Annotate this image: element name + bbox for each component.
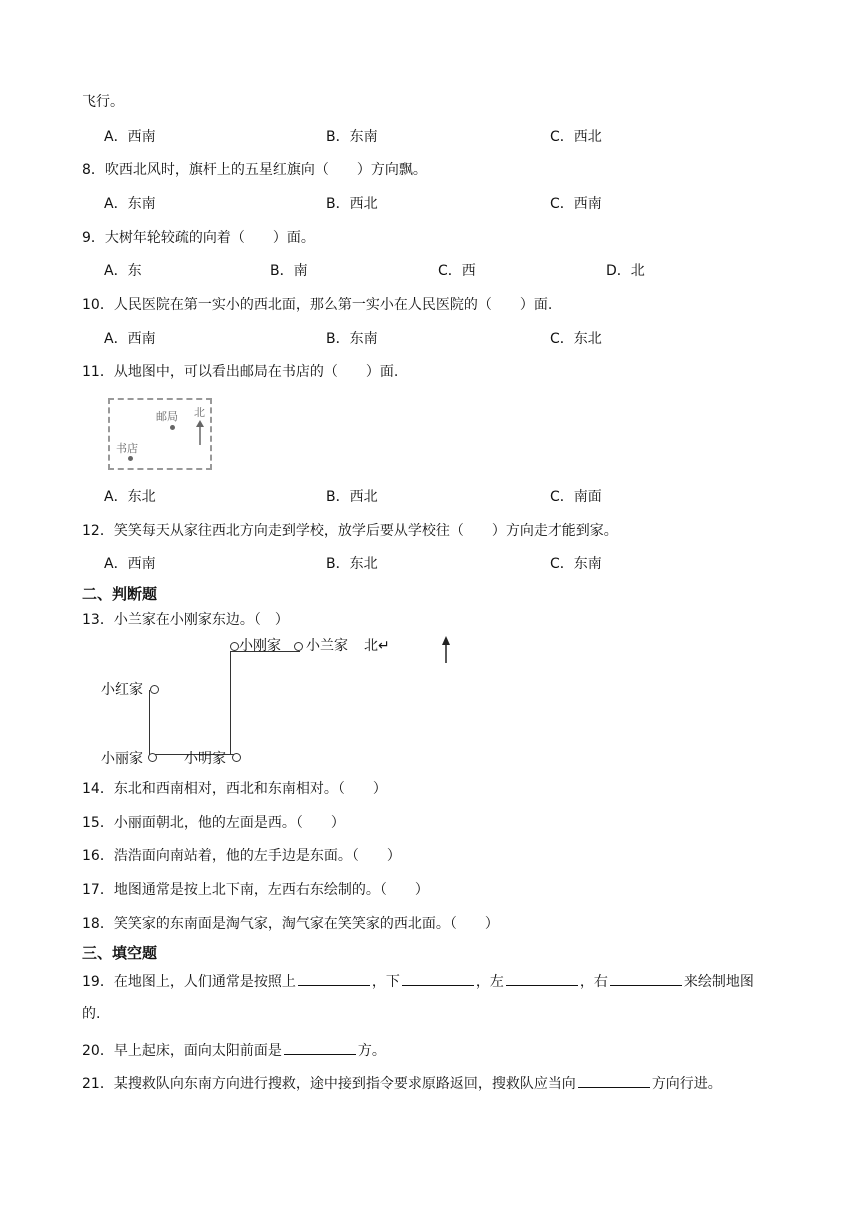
q8-option-a: A．东南 xyxy=(104,196,156,212)
q14-question: 14．东北和西南相对，西北和东南相对。（ ） xyxy=(82,781,387,797)
q20-question xyxy=(82,1040,386,1061)
q19-part-4: ，右 xyxy=(579,974,608,990)
section-3-title: 三、填空题 xyxy=(82,944,158,962)
q18-question: 18．笑笑家的东南面是淘气家，淘气家在笑笑家的西北面。（ ） xyxy=(82,916,499,932)
q19-part-2: ，下 xyxy=(371,974,400,990)
bookstore-label: 书店 xyxy=(116,442,138,455)
q21-part-2: 方向行进。 xyxy=(651,1076,722,1092)
xiaolan-marker xyxy=(294,642,303,651)
q7-option-b: B．东南 xyxy=(326,129,378,145)
q19-blank-4[interactable] xyxy=(610,971,682,986)
xiaogang-marker xyxy=(230,642,239,651)
q21-question xyxy=(82,1073,722,1094)
q9-option-c: C．西 xyxy=(438,263,476,279)
q9-option-b: B．南 xyxy=(270,263,308,279)
q7-option-c: C．西北 xyxy=(550,129,602,145)
q19-tail: 的. xyxy=(82,1006,101,1022)
q20-part-2: 方。 xyxy=(357,1043,386,1059)
bookstore-dot xyxy=(128,456,133,461)
xiaoming-marker xyxy=(232,753,241,762)
north-arrow-icon xyxy=(195,420,205,446)
xiaolan-label: 小兰家 xyxy=(306,638,348,654)
q12-question: 12．笑笑每天从家往西北方向走到学校，放学后要从学校往（ ）方向走才能到家。 xyxy=(82,523,618,539)
q19-blank-1[interactable] xyxy=(298,971,370,986)
q9-option-d: D．北 xyxy=(606,263,645,279)
xiaoli-label: 小丽家 xyxy=(101,751,143,767)
xiaogang-label: 小刚家 xyxy=(239,638,281,654)
q10-question: 10．人民医院在第一实小的西北面，那么第一实小在人民医院的（ ）面. xyxy=(82,297,553,313)
q19-question xyxy=(82,971,754,992)
q20-blank[interactable] xyxy=(284,1040,356,1055)
q17-question: 17．地图通常是按上北下南，左西右东绘制的。（ ） xyxy=(82,882,429,898)
q19-part-5: 来绘制地图 xyxy=(683,974,754,990)
q12-option-c: C．东南 xyxy=(550,556,602,572)
north-label: 北 xyxy=(194,406,205,419)
road-hong-li xyxy=(149,690,150,755)
q9-option-a: A．东 xyxy=(104,263,142,279)
q13-question: 13．小兰家在小刚家东边。（ ） xyxy=(82,612,289,628)
q10-option-b: B．东南 xyxy=(326,331,378,347)
q19-part-3: ，左 xyxy=(475,974,504,990)
q8-option-b: B．西北 xyxy=(326,196,378,212)
q16-question: 16．浩浩面向南站着，他的左手边是东面。（ ） xyxy=(82,848,401,864)
north-label: 北↵ xyxy=(364,638,390,654)
q7-tail: 飞行。 xyxy=(82,94,124,110)
xiaohong-label: 小红家 xyxy=(101,682,143,698)
q10-option-a: A．西南 xyxy=(104,331,156,347)
q12-option-b: B．东北 xyxy=(326,556,378,572)
q9-question: 9．大树年轮较疏的向着（ ）面。 xyxy=(82,230,315,246)
q11-option-a: A．东北 xyxy=(104,489,156,505)
xiaoming-label: 小明家 xyxy=(184,751,226,767)
q21-blank[interactable] xyxy=(578,1073,650,1088)
q20-part-1: 20．早上起床，面向太阳前面是 xyxy=(82,1043,282,1059)
north-arrow-icon xyxy=(440,636,452,664)
q19-blank-2[interactable] xyxy=(402,971,474,986)
section-2-title: 二、判断题 xyxy=(82,585,158,603)
q7-option-a: A．西南 xyxy=(104,129,156,145)
post-office-dot xyxy=(170,425,175,430)
q19-blank-3[interactable] xyxy=(506,971,578,986)
q11-question: 11．从地图中，可以看出邮局在书店的（ ）面. xyxy=(82,364,399,380)
post-office-label: 邮局 xyxy=(156,410,178,423)
q11-option-b: B．西北 xyxy=(326,489,378,505)
q15-question: 15．小丽面朝北，他的左面是西。（ ） xyxy=(82,815,345,831)
xiaohong-marker xyxy=(150,685,159,694)
q11-map xyxy=(108,398,212,470)
q21-part-1: 21．某搜救队向东南方向进行搜救，途中接到指令要求原路返回，搜救队应当向 xyxy=(82,1076,576,1092)
q10-option-c: C．东北 xyxy=(550,331,602,347)
q19-part-1: 19．在地图上，人们通常是按照上 xyxy=(82,974,296,990)
q8-option-c: C．西南 xyxy=(550,196,602,212)
xiaoli-marker xyxy=(148,753,157,762)
q8-question: 8．吹西北风时，旗杆上的五星红旗向（ ）方向飘。 xyxy=(82,162,427,178)
q11-option-c: C．南面 xyxy=(550,489,602,505)
q12-option-a: A．西南 xyxy=(104,556,156,572)
road-gang-ming xyxy=(230,651,231,755)
